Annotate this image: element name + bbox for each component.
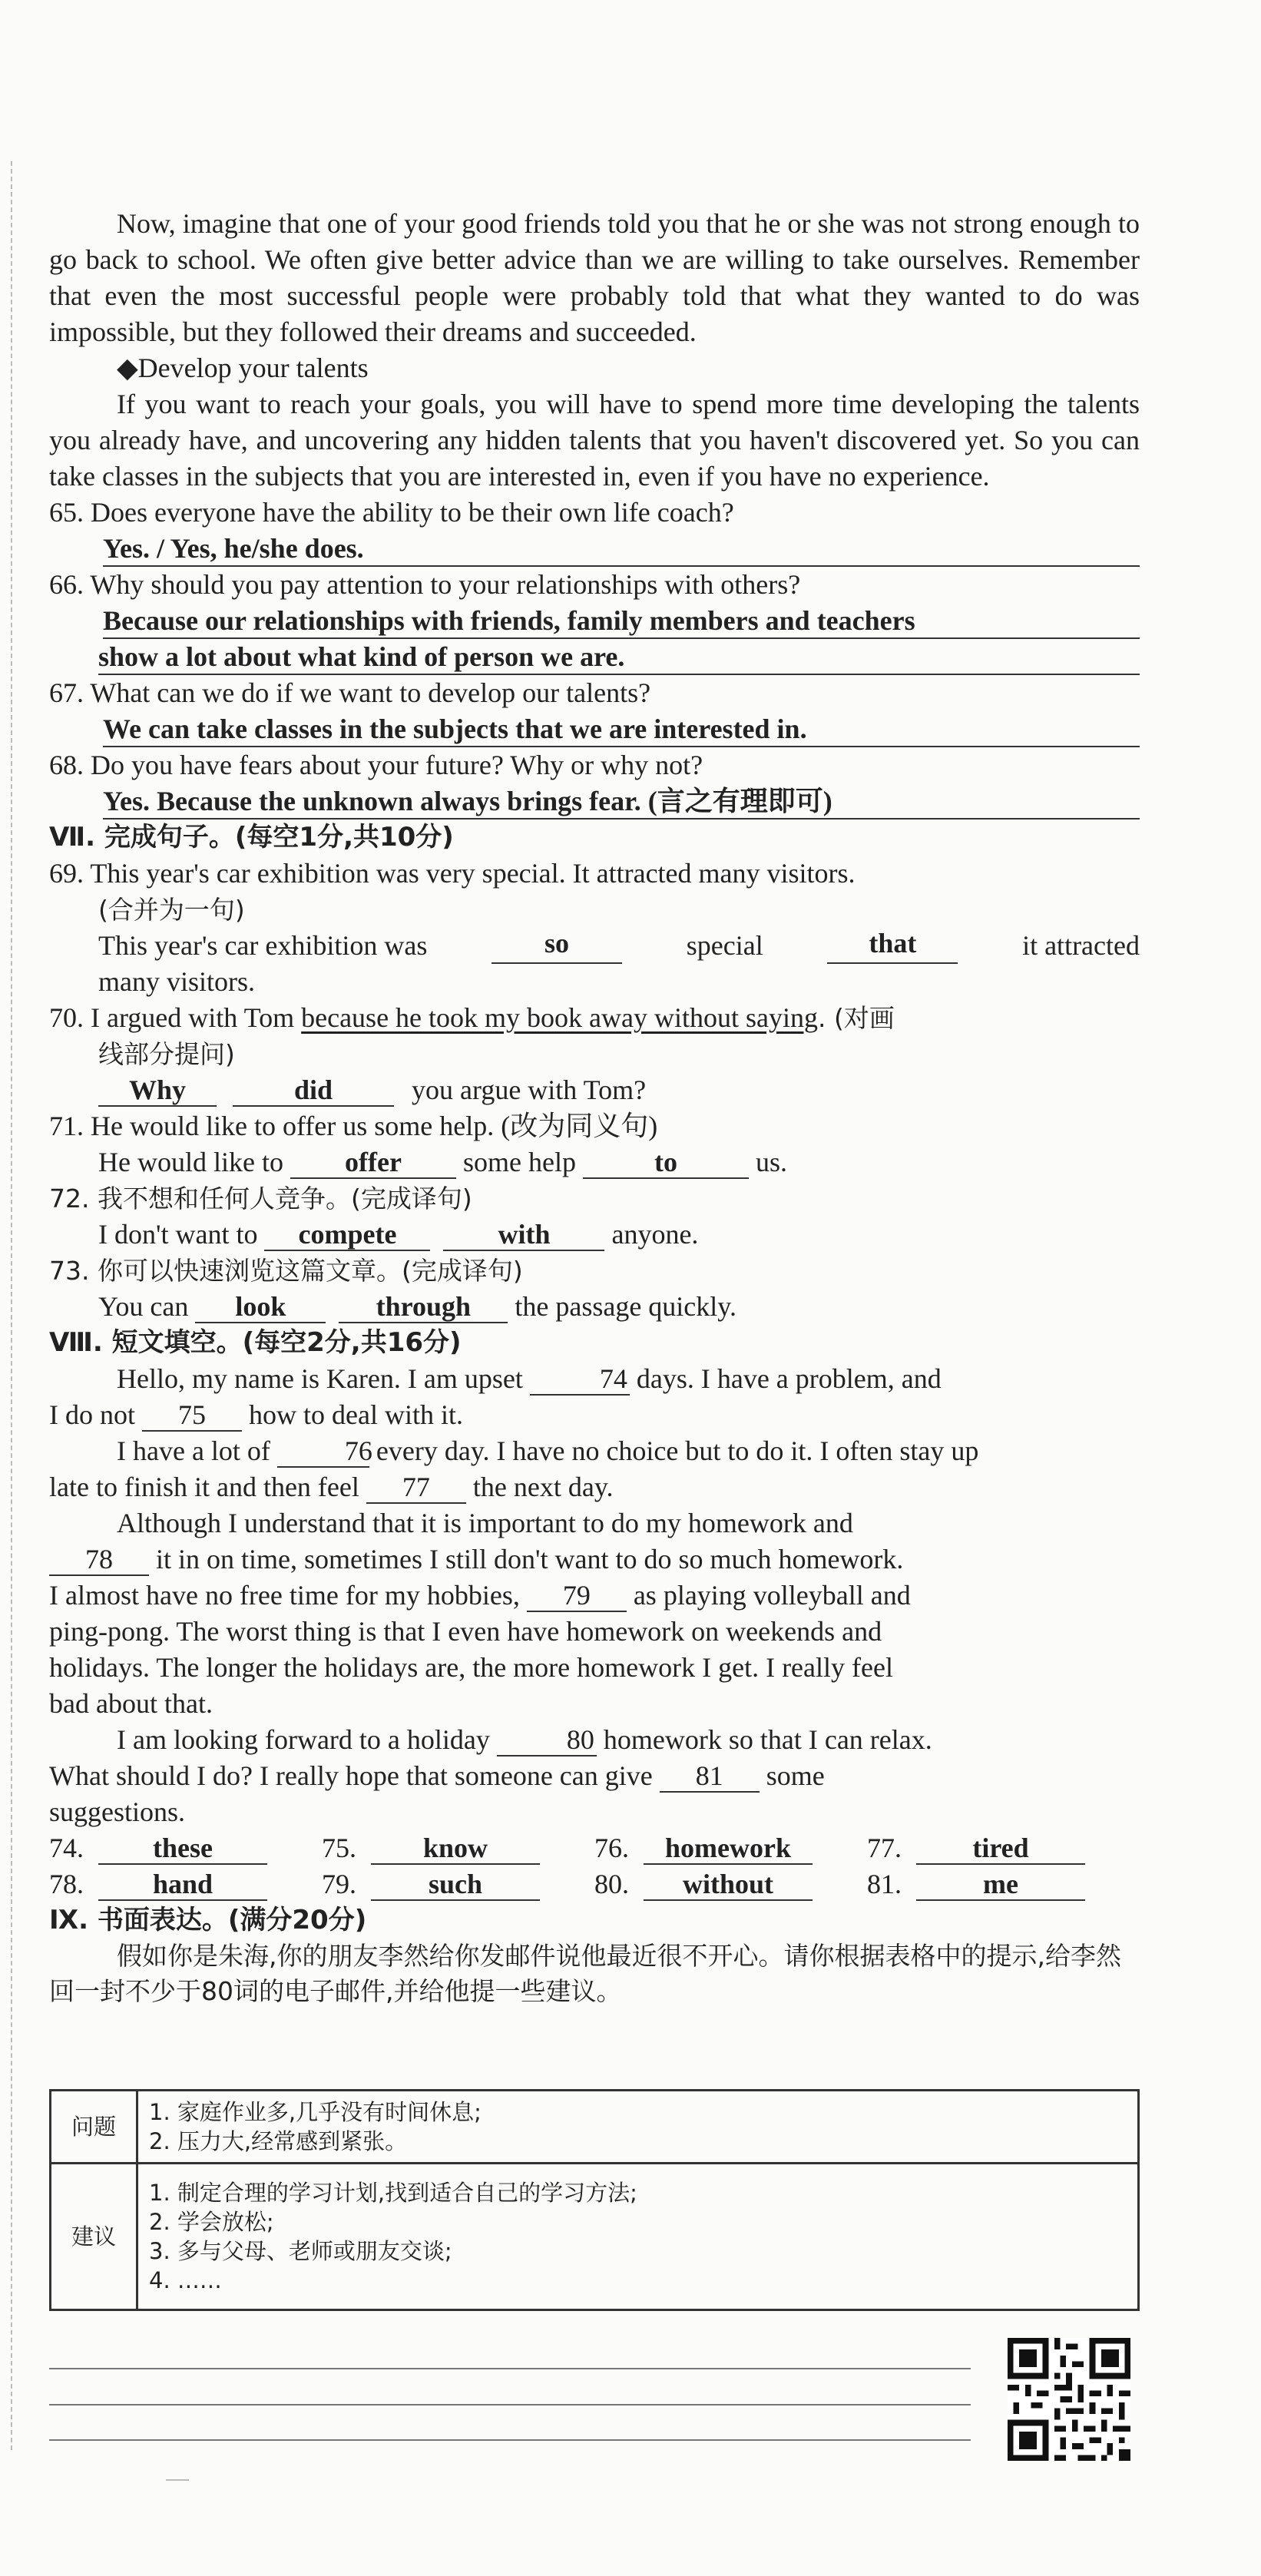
question-text: 68. Do you have fears about your future? Why or why not? (49, 750, 703, 780)
cloze-line (49, 1578, 1140, 1614)
q69-answer (49, 928, 1140, 964)
problem-item: 1. 家庭作业多,几乎没有时间休息; (149, 2099, 482, 2125)
cloze-line (49, 1361, 1140, 1397)
writing-line (49, 2368, 971, 2369)
answer-value: homework (644, 1833, 813, 1865)
qr-code-icon (1008, 2338, 1130, 2461)
q73-prompt: 73. 你可以快速浏览这篇文章。(完成译句) (49, 1256, 523, 1286)
q69-pre: This year's car exhibition was (98, 930, 428, 961)
cloze-line: bad about that. (49, 1688, 213, 1719)
content (49, 206, 1140, 2009)
q69-prompt: 69. This year's car exhibition was very special. It attracted many visitors. (49, 858, 856, 889)
question-66 (49, 567, 1140, 675)
answer-line: Because our relationships with friends, family members and teachers (103, 603, 1140, 639)
q72-blank-2: with (443, 1219, 604, 1251)
problems-list (137, 2091, 1139, 2164)
problem-item: 2. 压力大,经常感到紧张。 (149, 2128, 408, 2154)
answer-cell (594, 1830, 867, 1866)
answer-cell (49, 1830, 322, 1866)
answer-value: these (98, 1833, 267, 1865)
cloze-line: ping-pong. The worst thing is that I even have homework on weekends and (49, 1616, 882, 1647)
question-73 (49, 1253, 1140, 1325)
suggestions-label: 建议 (51, 2164, 137, 2310)
cloze-line: Although I understand that it is important to do my homework and (117, 1508, 853, 1538)
q69-mid: special (686, 930, 763, 961)
question-65 (49, 495, 1140, 567)
blank-79: 79 (527, 1580, 627, 1612)
cloze-text: some (766, 1760, 825, 1791)
q69-end: many visitors. (98, 966, 255, 997)
question-text: 66. Why should you pay attention to your relationships with others? (49, 569, 801, 600)
cloze-text: it in on time, sometimes I still don't want to do so much homework. (156, 1544, 904, 1574)
cloze-text: late to finish it and then feel (49, 1472, 359, 1502)
q70-pre: 70. I argued with Tom (49, 1002, 302, 1033)
answer-row (49, 1830, 1140, 1866)
cloze-passage (49, 1361, 1140, 1830)
q70-underlined-part: because he took my book away without saying (301, 1002, 818, 1033)
question-text: 67. What can we do if we want to develop our talents? (49, 677, 651, 708)
cloze-line (49, 1433, 1140, 1469)
answer-cell (867, 1830, 1140, 1866)
writing-hints-table (49, 2089, 1140, 2311)
cloze-text: days. I have a problem, and (636, 1363, 942, 1394)
q71-answer (49, 1144, 1140, 1180)
cloze-line (49, 1469, 1140, 1505)
cloze-text: Hello, my name is Karen. I am upset (117, 1363, 523, 1394)
q72-prompt: 72. 我不想和任何人竞争。(完成译句) (49, 1184, 472, 1214)
cloze-text: I do not (49, 1399, 135, 1430)
blank-74: 74 (530, 1363, 630, 1396)
question-text: 65. Does everyone have the ability to be their own life coach? (49, 497, 734, 528)
cloze-text: What should I do? I really hope that someone can give (49, 1760, 653, 1791)
q71-blank-2: to (583, 1147, 749, 1179)
q69-blank-1: so (491, 928, 622, 964)
answer-value: know (371, 1833, 540, 1865)
q71-pre: He would like to (98, 1147, 283, 1177)
q73-end: the passage quickly. (515, 1291, 736, 1322)
answer-number: 81. (867, 1869, 902, 1899)
cloze-line (49, 1758, 1140, 1794)
answer-cell (49, 1866, 322, 1902)
q73-answer (49, 1289, 1140, 1325)
problems-label: 问题 (51, 2091, 137, 2164)
suggestions-row (51, 2164, 1139, 2310)
section-8-title: Ⅷ. 短文填空。(每空2分,共16分) (49, 1327, 462, 1358)
answer-line: show a lot about what kind of person we are. (98, 639, 1140, 675)
binding-margin-line (11, 161, 12, 2450)
answer-value: tired (916, 1833, 1085, 1865)
q72-answer (49, 1217, 1140, 1253)
qr-code-graphic (1008, 2338, 1130, 2461)
question-68 (49, 747, 1140, 819)
q72-blank-1: compete (264, 1219, 430, 1251)
answer-number: 77. (867, 1833, 902, 1863)
passage-paragraph-2: If you want to reach your goals, you will have to spend more time developing the talents you already have, and uncovering any hidden talents that you haven't discovered yet. So you can take classes in the subjects that you are interested in, even if you have no experience. (49, 389, 1140, 492)
section-7-title: Ⅶ. 完成句子。(每空1分,共10分) (49, 822, 454, 853)
cloze-line (49, 1541, 1140, 1578)
answer-line: Yes. Because the unknown always brings fear. (言之有理即可) (103, 783, 1140, 819)
cloze-text: as playing volleyball and (633, 1580, 911, 1611)
question-72 (49, 1180, 1140, 1253)
blank-77: 77 (366, 1472, 466, 1504)
answer-value: without (644, 1869, 813, 1901)
cloze-text: homework so that I can relax. (603, 1724, 932, 1755)
answer-cell (867, 1866, 1140, 1902)
q70-prompt (49, 1000, 1140, 1036)
cloze-text: how to deal with it. (249, 1399, 463, 1430)
cloze-line: holidays. The longer the holidays are, the more homework I get. I really feel (49, 1652, 893, 1683)
q72-pre: I don't want to (98, 1219, 258, 1250)
q69-blank-2: that (827, 928, 958, 964)
q71-blank-1: offer (290, 1147, 456, 1179)
answer-number: 80. (594, 1869, 629, 1899)
q72-end: anyone. (611, 1219, 699, 1250)
answer-value: hand (98, 1869, 267, 1901)
answer-value: me (916, 1869, 1085, 1901)
q70-answer (49, 1072, 1140, 1108)
page-mark (166, 2479, 189, 2481)
section-9-title: Ⅸ. 书面表达。(满分20分) (49, 1905, 367, 1935)
q73-pre: You can (98, 1291, 189, 1322)
q69-note: (合并为一句) (98, 895, 245, 925)
answer-number: 75. (322, 1833, 356, 1863)
suggestions-list (137, 2164, 1139, 2310)
cloze-text: I almost have no free time for my hobbies, (49, 1580, 520, 1611)
suggestion-item: 2. 学会放松; (149, 2209, 274, 2235)
suggestion-item: 3. 多与父母、老师或朋友交谈; (149, 2238, 452, 2264)
cloze-answers (49, 1830, 1140, 1902)
answer-number: 79. (322, 1869, 356, 1899)
writing-line (49, 2439, 971, 2441)
cloze-text: every day. I have no choice but to do it. I often stay up (376, 1435, 979, 1466)
answer-number: 76. (594, 1833, 629, 1863)
answer-line: We can take classes in the subjects that we are interested in. (103, 711, 1140, 747)
blank-76: 76 (277, 1435, 369, 1468)
answer-number: 74. (49, 1833, 84, 1863)
blank-75: 75 (142, 1399, 242, 1432)
cloze-text: I have a lot of (117, 1435, 270, 1466)
question-67 (49, 675, 1140, 747)
answer-cell (322, 1830, 594, 1866)
q69-post: it attracted (1022, 930, 1140, 961)
passage-paragraph-1: Now, imagine that one of your good friends told you that he or she was not strong enough to go back to school. We often give better advice than we are willing to take ourselves. Remember that even the most successful people were probably told that what they wanted to do was impossible, but they followed their dreams and succeeded. (49, 208, 1140, 347)
cloze-text: the next day. (472, 1472, 614, 1502)
answer-value: such (371, 1869, 540, 1901)
blank-80: 80 (497, 1724, 597, 1757)
writing-line (49, 2404, 971, 2405)
q70-end: you argue with Tom? (412, 1074, 647, 1105)
cloze-line: suggestions. (49, 1796, 186, 1827)
blank-81: 81 (660, 1760, 760, 1793)
answer-number: 78. (49, 1869, 84, 1899)
answer-line: Yes. / Yes, he/she does. (103, 531, 1140, 567)
suggestion-item: 4. …… (149, 2267, 222, 2293)
question-70 (49, 1000, 1140, 1108)
question-71 (49, 1108, 1140, 1180)
q73-blank-2: through (339, 1291, 508, 1323)
cloze-line (49, 1397, 1140, 1433)
answer-cell (594, 1866, 867, 1902)
q71-end: us. (755, 1147, 787, 1177)
q71-mid: some help (462, 1147, 576, 1177)
q70-note: 线部分提问) (98, 1039, 235, 1069)
q73-blank-1: look (195, 1291, 326, 1323)
question-69 (49, 856, 1140, 1000)
cloze-line (49, 1722, 1140, 1758)
q70-blank-2: did (233, 1074, 394, 1107)
passage-heading: ◆Develop your talents (117, 353, 369, 383)
q70-blank-1: Why (98, 1074, 217, 1107)
cloze-text: I am looking forward to a holiday (117, 1724, 490, 1755)
writing-prompt: 假如你是朱海,你的朋友李然给你发邮件说他最近很不开心。请你根据表格中的提示,给李然回一封不少于80词的电子邮件,并给他提一些建议。 (49, 1941, 1121, 2006)
blank-78: 78 (49, 1544, 149, 1576)
answer-cell (322, 1866, 594, 1902)
problems-row (51, 2091, 1139, 2164)
answer-row (49, 1866, 1140, 1902)
q70-post: . (对画 (817, 1003, 895, 1033)
suggestion-item: 1. 制定合理的学习计划,找到适合自己的学习方法; (149, 2180, 637, 2206)
q71-prompt: 71. He would like to offer us some help. (改为同义句) (49, 1111, 658, 1141)
